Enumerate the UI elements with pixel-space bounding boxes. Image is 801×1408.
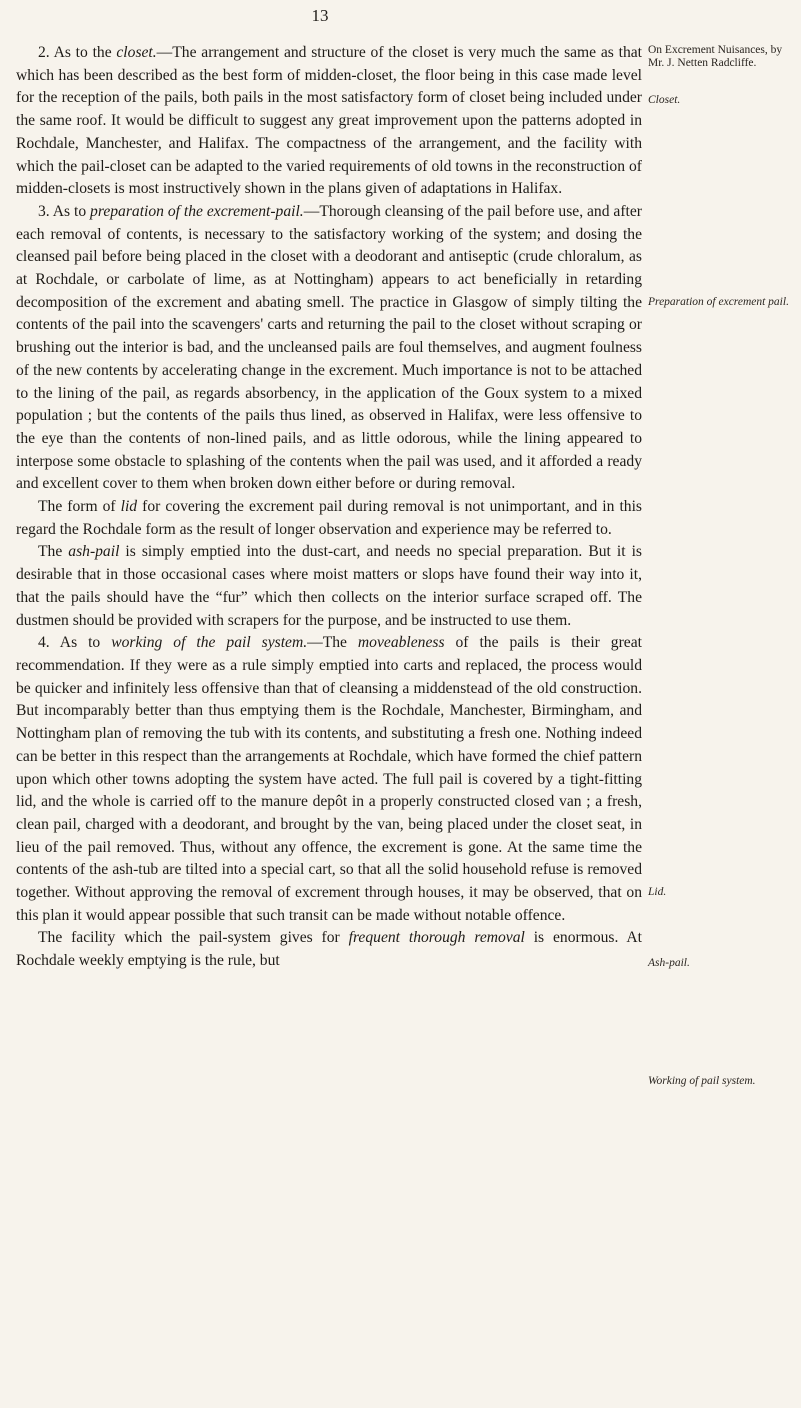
ash-pail-heading: ash-pail — [68, 543, 120, 561]
margin-note-ash-pail: Ash-pail. — [648, 957, 690, 969]
main-text — [16, 42, 642, 973]
margin-note-working: Working of pail system. — [648, 1075, 756, 1087]
margin-note-lid: Lid. — [648, 886, 667, 898]
frequent-removal-heading: frequent thorough removal — [348, 929, 525, 947]
paragraph-working: 4. As to working of the pail system.—The moveableness of the pails is their great recommendation. If they were as a rule simply emptied into carts and replaced, the process would be quicker and infinitely less offensive than that of cleansing a middenstead of the old construction. But incomparably better than thus emptying them is the Rochdale, Manchester, Birmingham, and Nottingham plan of removing the tub with its contents, and substituting a fresh one. Nothing indeed can be better in this respect than the arrangements at Rochdale, which have formed the chief pattern upon which other towns adopting the system have acted. The full pail is covered by a tight-fitting lid, and the whole is carried off to the manure depôt in a properly constructed closed van ; a fresh, clean pail, charged with a deodorant, and brought by the van, being placed under the closet seat, in lieu of the pail removed. Thus, without any offence, the excrement is gone. At the same time the contents of the ash-tub are tilted into a special cart, so that all the solid household refuse is removed together. Without approving the removal of excrement through houses, it may be observed, that on this plan it would appear possible that such transit can be made without notable offence. — [16, 634, 642, 924]
closet-heading: closet. — [116, 44, 157, 61]
moveableness-term: moveableness — [357, 634, 445, 652]
working-heading: working of the pail system. — [111, 634, 308, 652]
page-number: 13 — [311, 6, 329, 25]
margin-note-closet: Closet. — [648, 94, 681, 106]
lid-heading: lid — [120, 498, 138, 516]
paragraph-lid: The form of lid for covering the excrement pail during removal is not unimportant, and in this regard the Rochdale form as the result of longer observation and experience may be referred to. — [16, 498, 642, 538]
paragraph-preparation: 3. As to preparation of the excrement-pail.—Thorough cleansing of the pail before use, and after each removal of contents, is necessary to the satisfactory working of the system; and dosing the cleansed pail before being placed in the closet with a deodorant and antiseptic (crude chloralum, as at Rochdale, or carbolate of lime, as at Nottingham) appears to act beneficially in retarding decomposition of the excrement and abating smell. The practice in Glasgow of simply tilting the contents of the pail into the scavengers' carts and returning the pail to the closet without scraping or brushing out the interior is bad, and the uncleansed pails are foul themselves, and augment foulness of the new contents by accelerating change in the excrement. Much importance is not to be attached to the lining of the pail, as regards absorbency, in the application of the Goux system to a mixed population ; but the contents of the pails thus lined, as observed in Halifax, were less offensive to the eye than the contents of non-lined pails, and as little odorous, while the lining appeared to interpose some obstacle to splashing of the contents when the pail was used, and it afforded a ready and excellent cover to them when broken down either before or during removal. — [16, 202, 642, 493]
paragraph-closet: 2. As to the closet.—The arrangement and structure of the closet is very much the same as that which has been described as the best form of midden-closet, the floor being in this case made level for the reception of the pails, both pails in the most satisfactory form of closet being included under the same roof. It would be difficult to suggest any great improvement upon the patterns adopted in Rochdale, Manchester, and Halifax. The compactness of the arrangement, and the facility with which the pail-closet can be adapted to the varied requirements of old towns in the reconstruction of midden-closets is most instructively shown in the plans given of adaptations in Halifax. — [16, 44, 642, 198]
paragraph-ash-pail: The ash-pail is simply emptied into the dust-cart, and needs no special preparation. But it is desirable that in those occasional cases where moist matters or slops have found their way into it, that the pails should have the “fur” which then collects on the interior surface scraped off. The dustmen should be provided with scrapers for the purpose, and be instructed to use them. — [16, 543, 642, 629]
margin-note-running-title: On Excrement Nuisances, by Mr. J. Netten Radcliffe. — [648, 44, 783, 69]
preparation-heading: preparation of the excrement-pail. — [90, 202, 304, 220]
paragraph-frequent-removal: The facility which the pail-system gives for frequent thorough removal is enormous. At Rochdale weekly emptying is the rule, but — [16, 929, 642, 970]
margin-note-preparation: Preparation of excrement pail. — [648, 296, 789, 308]
